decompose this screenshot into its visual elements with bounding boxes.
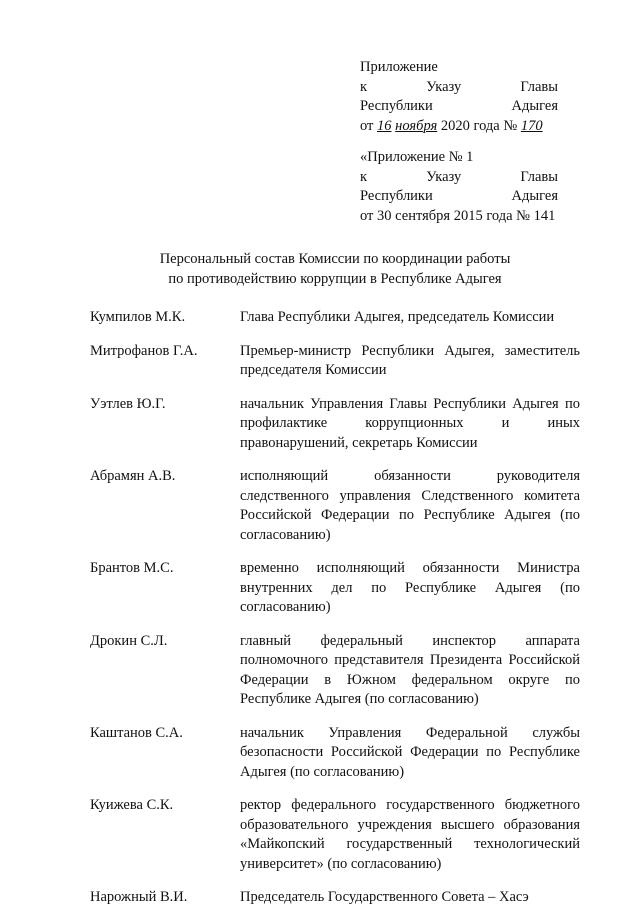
appendix-date-line: от 16 ноября 2020 года № 170 xyxy=(360,117,543,134)
original-appendix-decree-line: к Указу Главы xyxy=(360,168,558,185)
member-row xyxy=(90,395,580,454)
member-row xyxy=(90,632,580,710)
appendix-title: Приложение xyxy=(360,59,438,75)
handwritten-month: ноября xyxy=(395,117,438,134)
member-role: Премьер-министр Республики Адыгея, заместитель председателя Комиссии xyxy=(240,342,580,378)
member-role: начальник Управления Главы Республики Адыгея по профилактике коррупционных и иных правонарушений, секретарь Комиссии xyxy=(240,395,580,451)
member-name: Митрофанов Г.А. xyxy=(90,342,198,359)
member-name: Брантов М.С. xyxy=(90,560,174,576)
handwritten-day: 16 xyxy=(377,117,392,134)
member-name: Кумпилов М.К. xyxy=(90,309,186,325)
member-name: Уэтлев Ю.Г. xyxy=(90,395,166,412)
appendix-header xyxy=(360,58,558,136)
member-name: Куижева С.К. xyxy=(90,797,174,813)
member-role: исполняющий обязанности руководителя следственного управления Следственного комитета Российской Федерации по Республике Адыгея (по согласованию) xyxy=(240,468,580,543)
members-list xyxy=(90,308,580,922)
original-appendix-republic-line: Республики Адыгея xyxy=(360,188,558,204)
member-row xyxy=(90,308,580,328)
member-name: Абрамян А.В. xyxy=(90,468,176,484)
appendix-republic-line: Республики Адыгея xyxy=(360,98,558,114)
original-appendix-date-line: от 30 сентября 2015 года № 141 xyxy=(360,207,556,224)
document-title: Персональный состав Комиссии по координации работы по противодействию коррупции в Республике Адыгея xyxy=(159,251,511,287)
member-row xyxy=(90,724,580,783)
member-row xyxy=(90,467,580,545)
member-role: начальник Управления Федеральной службы безопасности Российской Федерации по Республике Адыгея (по согласованию) xyxy=(240,724,580,780)
original-appendix-title: «Приложение № 1 xyxy=(360,149,474,165)
member-row xyxy=(90,559,580,618)
member-name: Каштанов С.А. xyxy=(90,724,183,741)
member-role: временно исполняющий обязанности Министра внутренних дел по Республике Адыгея (по согласованию) xyxy=(240,560,580,615)
member-role: Председатель Государственного Совета – Хасэ xyxy=(240,889,529,905)
member-row xyxy=(90,342,580,381)
member-role: главный федеральный инспектор аппарата полномочного представителя Президента Российской Федерации в Южном федеральном округе по Республике Адыгея (по согласованию) xyxy=(240,632,580,707)
member-name: Нарожный В.И. xyxy=(90,889,188,905)
member-name: Дрокин С.Л. xyxy=(90,632,168,649)
member-row xyxy=(90,796,580,874)
appendix-decree-line: к Указу Главы xyxy=(360,78,558,95)
member-role: Глава Республики Адыгея, председатель Комиссии xyxy=(240,309,555,325)
handwritten-number: 170 xyxy=(520,117,543,134)
member-role: ректор федерального государственного бюджетного образовательного учреждения высшего образования «Майкопский государственный технологический университет» (по согласованию) xyxy=(240,797,580,872)
original-appendix-header xyxy=(360,148,558,226)
